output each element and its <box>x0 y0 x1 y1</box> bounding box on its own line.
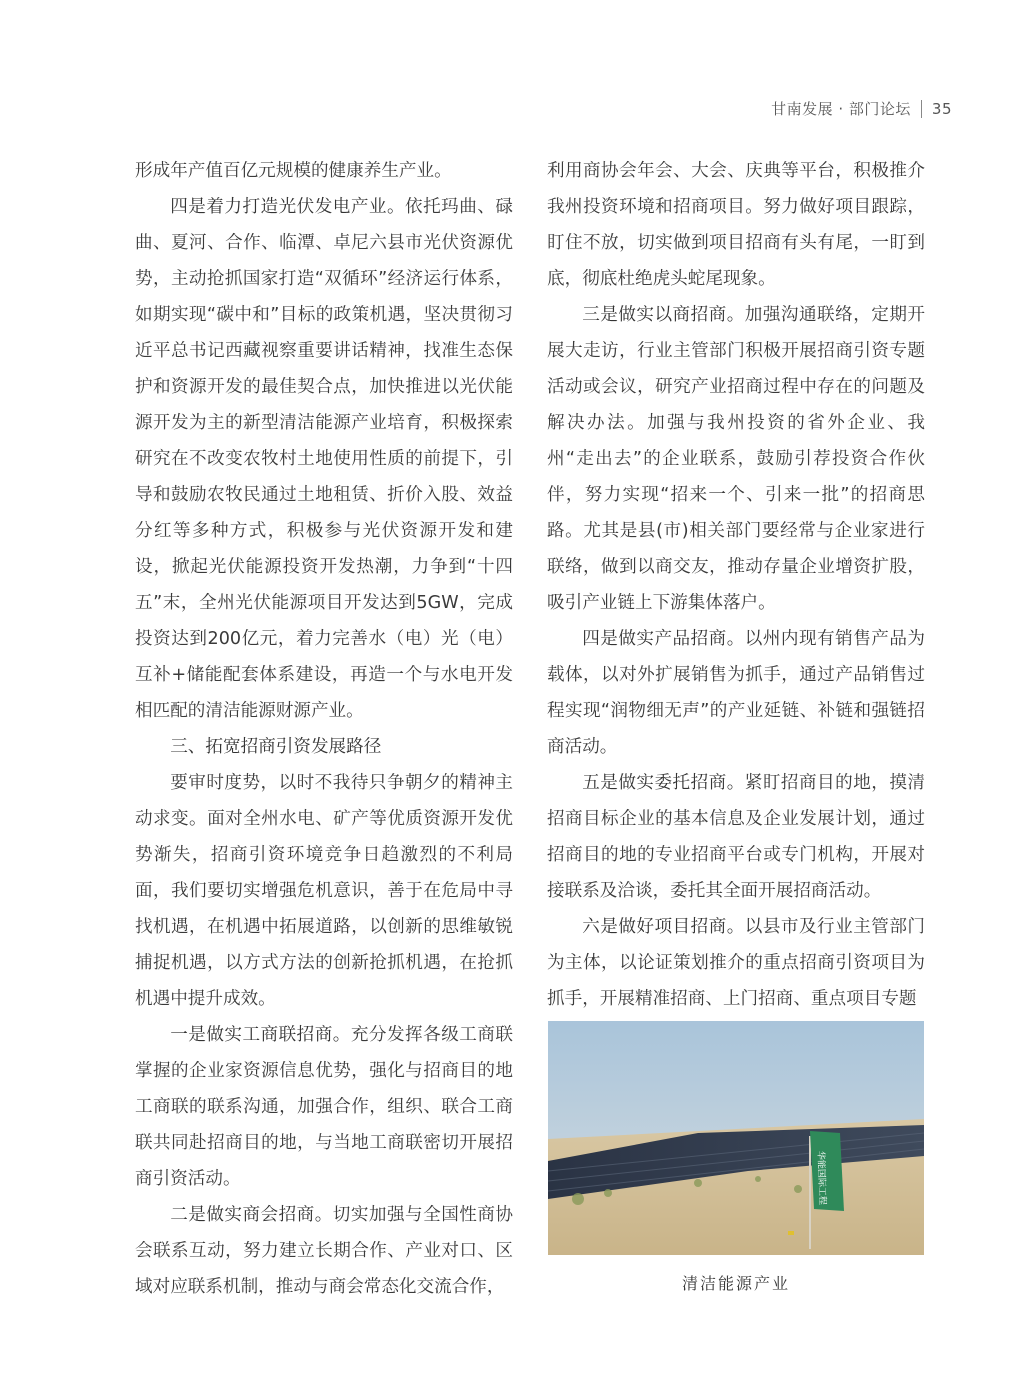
paragraph <box>135 1017 513 1197</box>
solar-farm-photo <box>548 1021 924 1255</box>
paragraph-body: 以州内现有销售产品为载体，以对外扩展销售为抓手，通过产品销售过程实现“润物细无声”的产业延链、补链和强链招商活动。 <box>547 629 925 757</box>
left-column <box>135 153 513 1305</box>
header-title: 甘南发展 · 部门论坛 <box>771 100 911 118</box>
paragraph-lead: 四是着力打造光伏发电产业。 <box>170 197 406 217</box>
paragraph-lead: 六是做好项目招商。 <box>582 917 745 937</box>
paragraph-body: 紧盯招商目的地，摸清招商目标企业的基本信息及企业发展计划，通过招商目的地的专业招商平台或专门机构，开展对接联系及洽谈，委托其全面开展招商活动。 <box>547 773 925 901</box>
paragraph-lead: 四是做实产品招商。 <box>582 629 745 649</box>
paragraph-body: 加强沟通联络，定期开展大走访，行业主管部门积极开展招商引资专题活动或会议，研究产业招商过程中存在的问题及解决办法。加强与我州投资的省外企业、我州“走出去”的企业联系，鼓励引荐投资合作伙伴，努力实现“招来一个、引来一批”的招商思路。尤其是县(市)相关部门要经常与企业家进行联络，做到以商交友，推动存量企业增资扩股，吸引产业链上下游集体落户。 <box>547 305 925 613</box>
photo-caption: 清洁能源产业 <box>681 1274 790 1293</box>
paragraph-lead: 五是做实委托招商。 <box>582 773 745 793</box>
paragraph <box>547 621 925 765</box>
paragraph: 形成年产值百亿元规模的健康养生产业。 <box>135 161 452 181</box>
page-header <box>771 98 952 119</box>
paragraph <box>135 1197 513 1305</box>
paragraph <box>547 909 925 1017</box>
paragraph-lead: 二是做实商会招商。 <box>170 1205 333 1225</box>
section-heading: 三、拓宽招商引资发展路径 <box>170 737 382 757</box>
flag-text: 华能国际工程 <box>815 1150 827 1206</box>
paragraph-body: 充分发挥各级工商联掌握的企业家资源信息优势，强化与招商目的地工商联的联系沟通，加强合作，组织、联合工商联共同赴招商目的地，与当地工商联密切开展招商引资活动。 <box>135 1025 513 1189</box>
paragraph: 要审时度势，以时不我待只争朝夕的精神主动求变。面对全州水电、矿产等优质资源开发优势渐失，招商引资环境竞争日趋激烈的不利局面，我们要切实增强危机意识，善于在危局中寻找机遇，在机遇中拓展道路，以创新的思维敏锐捕捉机遇，以方式方法的创新抢抓机遇，在抢抓机遇中提升成效。 <box>135 773 513 1009</box>
paragraph-lead: 三是做实以商招商。 <box>582 305 745 325</box>
paragraph-body: 以县市及行业主管部门为主体，以论证策划推介的重点招商引资项目为抓手，开展精准招商、上门招商、重点项目专题 <box>547 917 925 1009</box>
paragraph-body: 切实加强与全国性商协会联系互动，努力建立长期合作、产业对口、区域对应联系机制，推动与商会常态化交流合作， <box>135 1205 513 1297</box>
paragraph <box>547 765 925 909</box>
paragraph: 利用商协会年会、大会、庆典等平台，积极推介我州投资环境和招商项目。努力做好项目跟踪，盯住不放，切实做到项目招商有头有尾，一盯到底，彻底杜绝虎头蛇尾现象。 <box>547 161 925 289</box>
paragraph-body: 依托玛曲、碌曲、夏河、合作、临潭、卓尼六县市光伏资源优势，主动抢抓国家打造“双循环”经济运行体系，如期实现“碳中和”目标的政策机遇，坚决贯彻习近平总书记西藏视察重要讲话精神，找准生态保护和资源开发的最佳契合点，加快推进以光伏能源开发为主的新型清洁能源产业培育，积极探索研究在不改变农牧村土地使用性质的前提下，引导和鼓励农牧民通过土地租赁、折价入股、效益分红等多种方式，积极参与光伏资源开发和建设，掀起光伏能源投资开发热潮，力争到“十四五”末，全州光伏能源项目开发达到5GW，完成投资达到200亿元，着力完善水（电）光（电）互补+储能配套体系建设，再造一个与水电开发相匹配的清洁能源财源产业。 <box>135 197 513 721</box>
page-number: 35 <box>931 99 952 118</box>
header-divider <box>921 100 922 118</box>
paragraph <box>547 297 925 621</box>
right-column <box>547 153 925 1017</box>
paragraph-lead: 一是做实工商联招商。 <box>170 1025 351 1045</box>
paragraph <box>135 189 513 729</box>
